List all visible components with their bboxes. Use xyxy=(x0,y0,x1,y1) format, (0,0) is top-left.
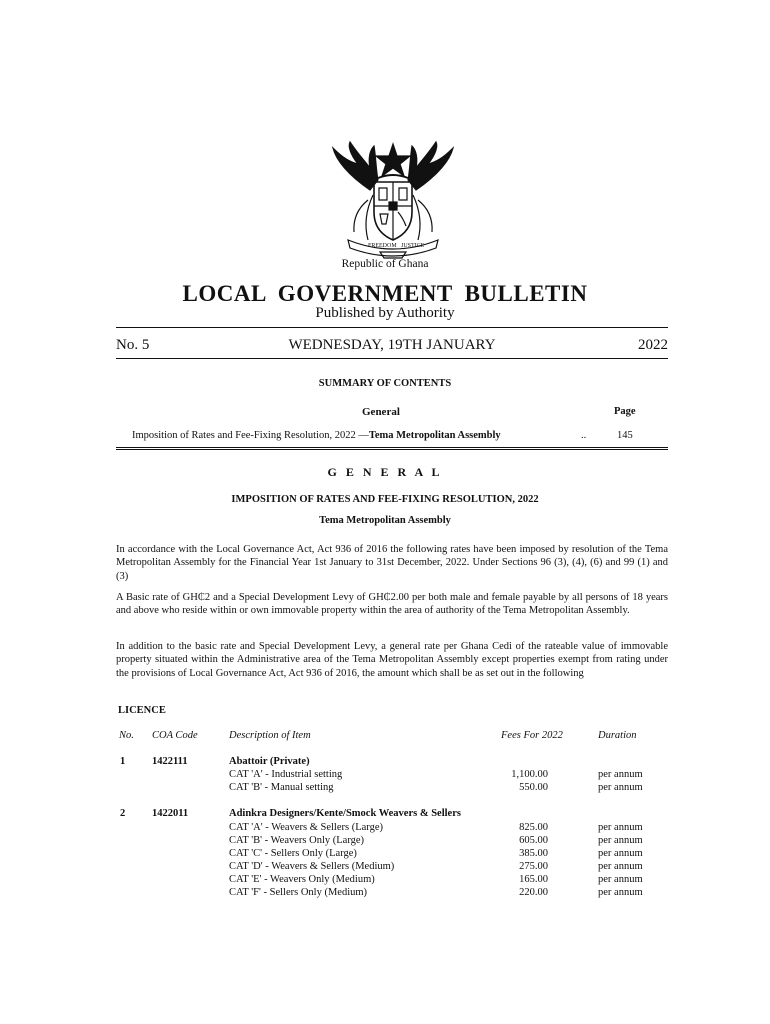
section-heading: G E N E R A L xyxy=(327,465,443,479)
category-fee: 165.00 xyxy=(519,874,548,885)
licence-heading: LICENCE xyxy=(118,705,166,716)
category-row xyxy=(0,874,770,887)
item-number: 2 xyxy=(120,808,126,819)
summary-section-label: General xyxy=(362,406,400,418)
category-fee: 1,100.00 xyxy=(511,769,548,780)
category-duration: per annum xyxy=(598,782,643,793)
summary-entry-text: Imposition of Rates and Fee-Fixing Resolution, 2022 — xyxy=(132,430,369,441)
summary-rule xyxy=(116,447,668,450)
category-description: CAT 'B' - Weavers Only (Large) xyxy=(229,835,365,846)
summary-entry-assembly: Tema Metropolitan Assembly xyxy=(368,430,501,441)
category-description: CAT 'D' - Weavers & Sellers (Medium) xyxy=(229,861,395,872)
republic-label: Republic of Ghana xyxy=(341,258,429,270)
col-header-no: No. xyxy=(119,730,134,741)
category-row xyxy=(0,782,770,795)
published-by: Published by Authority xyxy=(315,305,455,321)
category-description: CAT 'C' - Sellers Only (Large) xyxy=(229,848,357,859)
coat-of-arms-icon xyxy=(318,140,468,260)
paragraph-2: A Basic rate of GH₵2 and a Special Development Levy of GH₵2.00 per both male and female payable by all persons of 18 years and above who reside within or own immovable property within the area of authority of the Tema Metropolitan Assembly. xyxy=(116,592,668,617)
col-header-description: Description of Item xyxy=(229,730,311,741)
category-row xyxy=(0,848,770,861)
item-coa-code: 1422011 xyxy=(152,808,189,819)
category-fee: 275.00 xyxy=(519,861,548,872)
category-row xyxy=(0,822,770,835)
category-duration: per annum xyxy=(598,887,643,898)
summary-entry-page: 145 xyxy=(617,430,633,441)
category-description: CAT 'E' - Weavers Only (Medium) xyxy=(229,874,375,885)
issue-number: No. 5 xyxy=(116,337,150,353)
category-duration: per annum xyxy=(598,874,643,885)
category-description: CAT 'B' - Manual setting xyxy=(229,782,334,793)
paragraph-1: In accordance with the Local Governance Act, Act 936 of 2016 the following rates have been imposed by resolution of the Tema Metropolitan Assembly for the Financial Year 1st January to 31st December, 2022. Under Sections 96 (3), (4), (6) and 99 (1) and (3) xyxy=(116,544,668,582)
category-duration: per annum xyxy=(598,769,643,780)
category-description: CAT 'A' - Weavers & Sellers (Large) xyxy=(229,822,383,833)
item-title: Abattoir (Private) xyxy=(229,756,310,767)
resolution-title: IMPOSITION OF RATES AND FEE-FIXING RESOLUTION, 2022 xyxy=(231,494,539,505)
issue-date: WEDNESDAY, 19TH JANUARY xyxy=(288,337,496,353)
category-fee: 220.00 xyxy=(519,887,548,898)
category-fee: 605.00 xyxy=(519,835,548,846)
motto-right: JUSTICE xyxy=(401,243,425,249)
category-duration: per annum xyxy=(598,861,643,872)
header-rule-top xyxy=(116,327,668,328)
category-duration: per annum xyxy=(598,848,643,859)
summary-entry-dots: .. xyxy=(581,430,587,441)
motto-left: FREEDOM xyxy=(368,243,397,249)
category-row xyxy=(0,835,770,848)
category-duration: per annum xyxy=(598,835,643,846)
header-rule-bottom xyxy=(116,358,668,359)
col-header-coa: COA Code xyxy=(152,730,198,741)
category-fee: 825.00 xyxy=(519,822,548,833)
col-header-duration: Duration xyxy=(598,730,637,741)
resolution-subtitle: Tema Metropolitan Assembly xyxy=(319,515,451,526)
category-description: CAT 'F' - Sellers Only (Medium) xyxy=(229,887,368,898)
category-fee: 385.00 xyxy=(519,848,548,859)
category-row xyxy=(0,861,770,874)
item-coa-code: 1422111 xyxy=(152,756,188,767)
col-header-fees: Fees For 2022 xyxy=(501,730,563,741)
category-row xyxy=(0,769,770,782)
bulletin-title: LOCAL GOVERNMENT BULLETIN xyxy=(182,281,588,306)
issue-year: 2022 xyxy=(638,337,668,353)
summary-entry xyxy=(132,430,501,441)
category-duration: per annum xyxy=(598,822,643,833)
category-row xyxy=(0,887,770,900)
summary-title: SUMMARY OF CONTENTS xyxy=(318,378,452,389)
item-number: 1 xyxy=(120,756,126,767)
category-description: CAT 'A' - Industrial setting xyxy=(229,769,343,780)
category-fee: 550.00 xyxy=(519,782,548,793)
summary-page-label: Page xyxy=(614,406,636,417)
paragraph-3: In addition to the basic rate and Special Development Levy, a general rate per Ghana Cedi of the rateable value of immovable property situated within the Administrative area of the Tema Metropolitan Assembly except properties exempt from rating under the provisions of Local Governance Act, Act 936 of 2016, the amount which shall be as set out in the following xyxy=(116,641,668,679)
item-title: Adinkra Designers/Kente/Smock Weavers & Sellers xyxy=(229,808,461,819)
